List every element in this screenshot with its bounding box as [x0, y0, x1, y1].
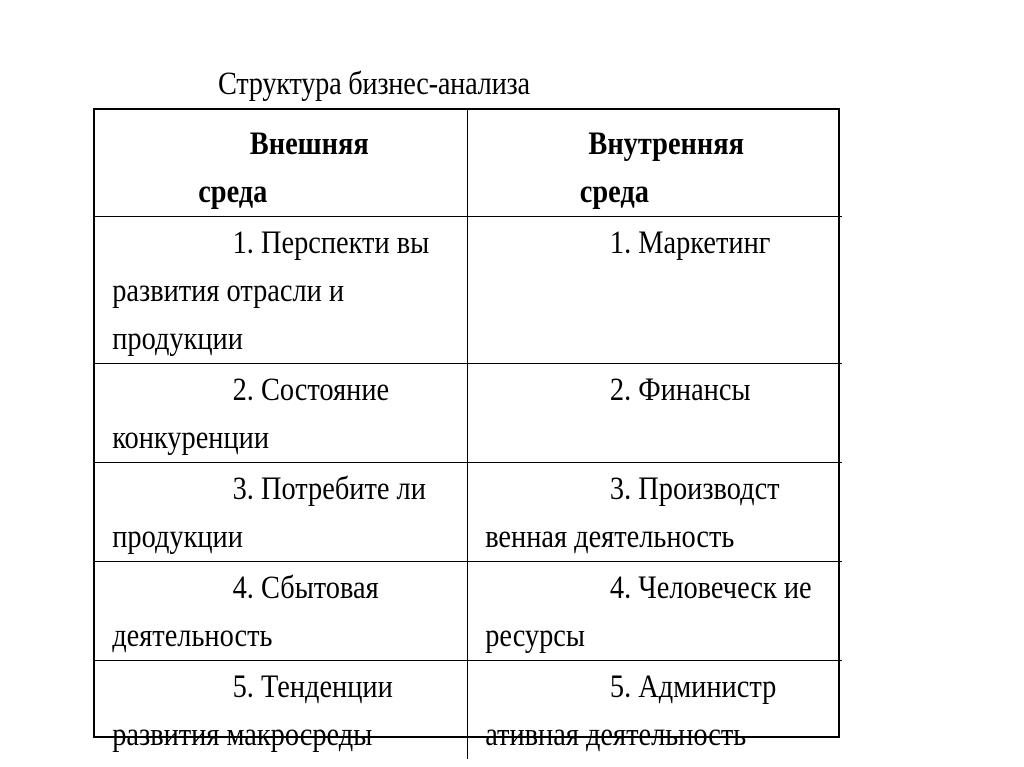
page-title: Структура бизнес-анализа [218, 66, 530, 102]
table-cell-external [95, 217, 467, 364]
table-cell-internal [467, 217, 842, 364]
table-row [95, 463, 842, 562]
header-right-line2: среда [579, 174, 649, 210]
table-row [95, 562, 842, 661]
structure-table [95, 110, 842, 759]
cell-text: 3. Потребите ли продукции [112, 471, 426, 555]
cell-text: 5. Администр ативная деятельность [484, 669, 776, 753]
cell-text: 2. Финансы [609, 372, 751, 408]
header-internal-environment [467, 110, 842, 217]
table-cell-external [95, 364, 467, 463]
cell-text: 1. Маркетинг [609, 225, 770, 261]
table-cell-external [95, 463, 467, 562]
header-left-line2: среда [198, 174, 268, 210]
table-cell-internal [467, 463, 842, 562]
table-cell-internal [467, 364, 842, 463]
cell-text: 4. Сбытовая деятельность [112, 570, 379, 654]
cell-text: 4. Человеческ ие ресурсы [484, 570, 812, 654]
table-row [95, 217, 842, 364]
table-row [95, 364, 842, 463]
table-cell-internal [467, 661, 842, 760]
table-row [95, 661, 842, 760]
header-external-environment [95, 110, 467, 217]
cell-text: 5. Тенденции развития макросреды [112, 669, 393, 753]
header-right-line1: Внутренняя [587, 126, 744, 162]
cell-text: 2. Состояние конкуренции [112, 372, 390, 456]
table-header-row [95, 110, 842, 217]
cell-text: 3. Производст венная деятельность [484, 471, 780, 555]
table-cell-external [95, 661, 467, 760]
header-left-line1: Внешняя [249, 126, 369, 162]
table-cell-external [95, 562, 467, 661]
business-analysis-table [93, 108, 840, 753]
table-cell-internal [467, 562, 842, 661]
cell-text: 1. Перспекти вы развития отрасли и продукции [112, 225, 430, 357]
